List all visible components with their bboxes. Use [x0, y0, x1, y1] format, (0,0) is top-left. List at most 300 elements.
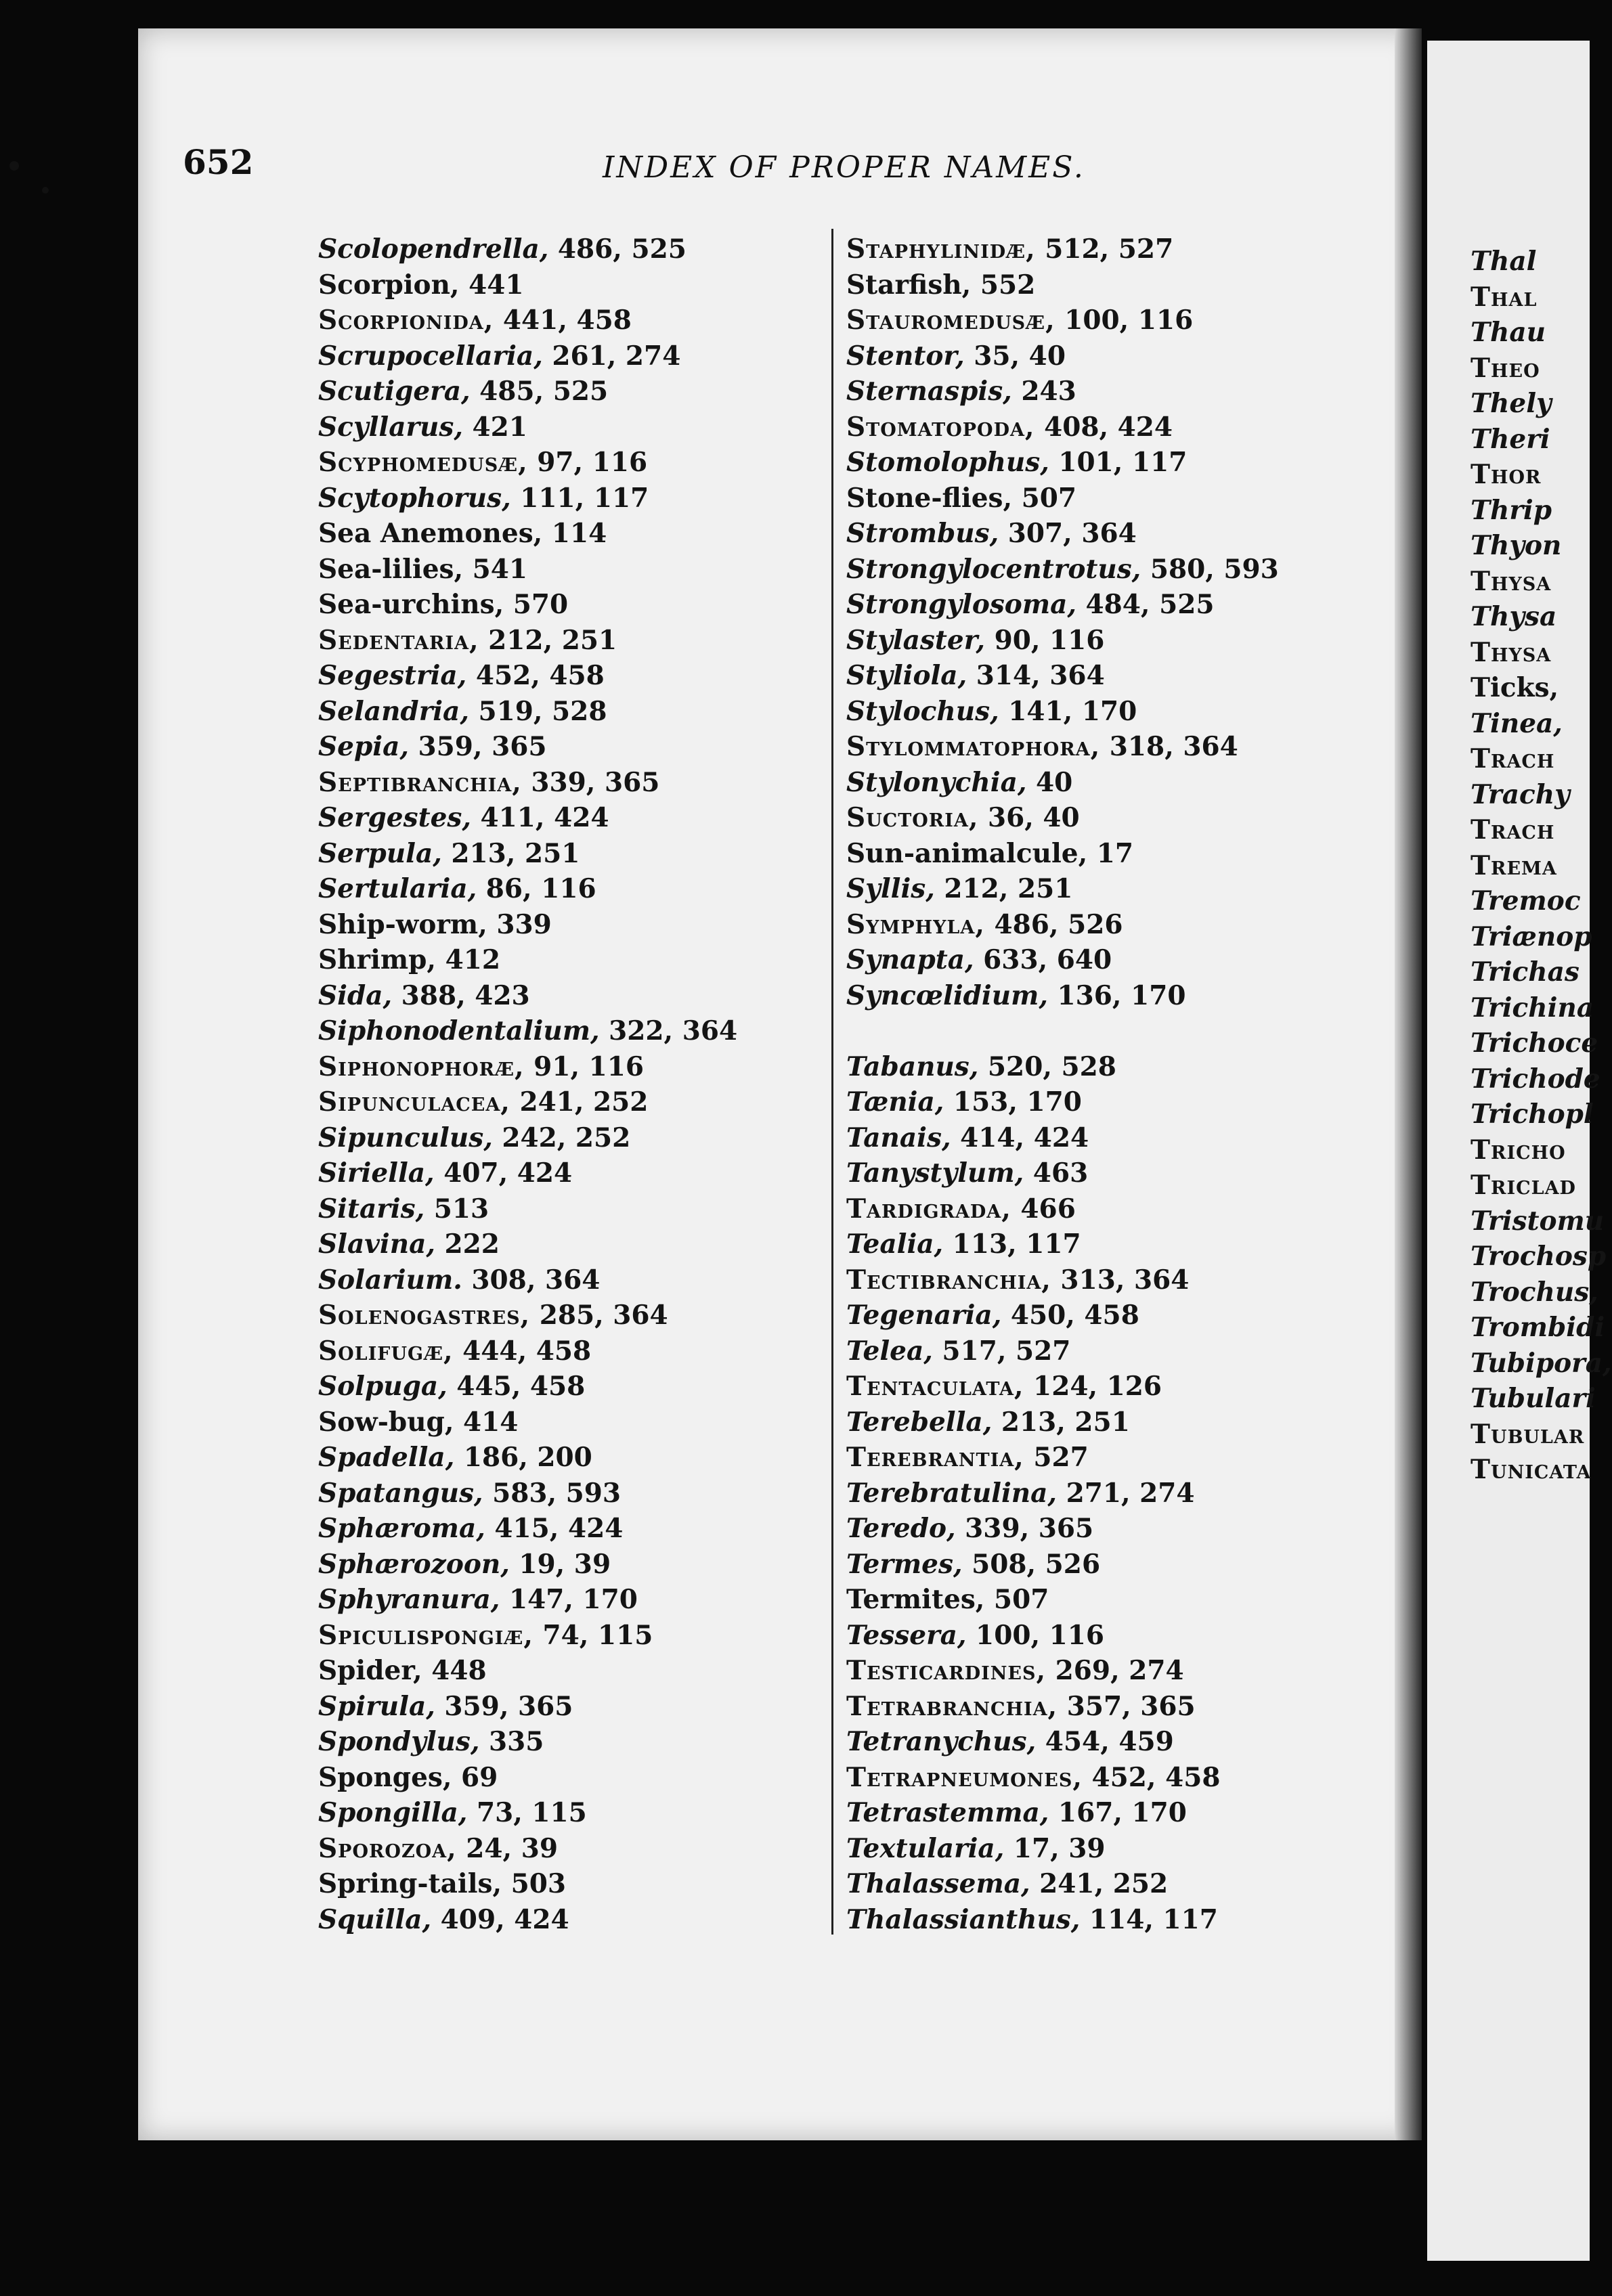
page-references: 421 — [462, 411, 527, 443]
index-entry-fragment — [1471, 422, 1612, 458]
page-references: 111, 117 — [510, 482, 649, 514]
page-references: 486, 526 — [984, 908, 1123, 940]
index-entry — [846, 1547, 1279, 1583]
page-references: 519, 528 — [469, 695, 607, 727]
index-term: Sponges, — [318, 1761, 452, 1793]
page-references: 463 — [1024, 1157, 1089, 1189]
index-entry — [318, 1582, 737, 1618]
page-references: 97, 116 — [527, 447, 648, 478]
page-references: 507 — [984, 1584, 1049, 1615]
index-term: Scorpion, — [318, 269, 460, 301]
index-entry-fragment — [1471, 741, 1612, 777]
index-term: Stomolophus, — [846, 447, 1049, 478]
index-entry — [846, 1866, 1279, 1902]
index-term: Tegenaria, — [846, 1300, 1002, 1331]
index-entry-fragment — [1471, 635, 1612, 671]
index-term: Strongylocentrotus, — [846, 553, 1141, 585]
index-term: Scyphomedusæ, — [318, 447, 528, 478]
index-entry — [318, 729, 737, 765]
page-references: 74, 115 — [533, 1619, 653, 1651]
index-term: Ship-worm, — [318, 908, 487, 940]
page-references: 527 — [1024, 1442, 1089, 1473]
page-references: 212, 251 — [934, 873, 1073, 904]
index-term-fragment: Thysa — [1471, 636, 1552, 668]
index-term: Solarium. — [318, 1264, 462, 1296]
index-term: Strombus, — [846, 518, 999, 549]
index-term: Scorpionida, — [318, 305, 494, 336]
index-entry-fragment — [1471, 1239, 1612, 1275]
index-entry-fragment — [1471, 1025, 1612, 1061]
page-references: 444, 458 — [453, 1335, 592, 1367]
index-term: Stentor, — [846, 340, 965, 372]
index-entry — [318, 1689, 737, 1725]
index-term: Tabanus, — [846, 1051, 979, 1082]
page-references: 339 — [487, 908, 552, 940]
page-references: 570 — [504, 589, 569, 620]
index-term: Tanais, — [846, 1122, 951, 1153]
index-term: Sun-animalcule, — [846, 837, 1088, 869]
index-term: Squilla, — [318, 1903, 432, 1935]
index-term-fragment: Tremoc — [1471, 885, 1581, 917]
page-references: 213, 251 — [992, 1406, 1130, 1438]
page-references: 241, 252 — [510, 1086, 649, 1118]
index-term: Sepia, — [318, 731, 409, 762]
index-entry — [846, 1511, 1279, 1547]
index-entry — [846, 1227, 1279, 1262]
page-references: 17, 39 — [1004, 1832, 1106, 1864]
index-term: Spiculispongiæ, — [318, 1619, 533, 1651]
index-entry — [318, 1084, 737, 1120]
index-term: Sida, — [318, 979, 393, 1011]
page-references: 485, 525 — [470, 376, 609, 407]
index-term-fragment: Triænop — [1471, 921, 1592, 952]
page-references: 308, 364 — [462, 1264, 601, 1296]
index-term: Segestria, — [318, 660, 467, 691]
page-references: 114, 117 — [1080, 1903, 1218, 1935]
index-term-fragment: Tubulari — [1471, 1383, 1596, 1414]
page-references: 408, 424 — [1034, 411, 1173, 443]
index-term-fragment: Tinea, — [1471, 707, 1563, 739]
index-entry-fragment — [1471, 1381, 1612, 1417]
index-entry-fragment — [1471, 351, 1612, 387]
index-entry-fragment — [1471, 493, 1612, 529]
page-references: 318, 364 — [1100, 731, 1238, 762]
index-entry — [846, 1902, 1279, 1938]
index-entry — [846, 871, 1279, 907]
index-term: Tessera, — [846, 1619, 967, 1651]
page-references: 212, 251 — [479, 624, 617, 656]
index-entry — [318, 1866, 737, 1902]
index-entry — [318, 303, 737, 338]
index-entry-fragment — [1471, 599, 1612, 635]
index-entry — [318, 1120, 737, 1156]
index-entry — [846, 942, 1279, 978]
index-term: Sea-urchins, — [318, 589, 504, 620]
index-column-right-fragment — [1471, 244, 1612, 1488]
index-term-fragment: Tunicata — [1471, 1454, 1592, 1485]
page-references: 411, 424 — [471, 802, 609, 833]
page-references: 441, 458 — [494, 305, 632, 336]
page-references: 271, 274 — [1057, 1477, 1195, 1509]
page-references: 466 — [1011, 1193, 1076, 1224]
index-entry — [318, 338, 737, 374]
page-references: 86, 116 — [477, 873, 596, 904]
index-term: Sternaspis, — [846, 376, 1012, 407]
index-term: Tetrabranchia, — [846, 1690, 1058, 1722]
index-entry — [318, 1618, 737, 1654]
index-term: Spondylus, — [318, 1726, 480, 1757]
index-term: Sipunculacea, — [318, 1086, 510, 1118]
page-references: 414 — [454, 1406, 519, 1438]
index-entry — [318, 942, 737, 978]
index-entry — [318, 1724, 737, 1760]
index-term: Termites, — [846, 1584, 985, 1615]
index-entry — [318, 1440, 737, 1476]
running-head: INDEX OF PROPER NAMES. — [603, 150, 1085, 185]
index-term: Sea Anemones, — [318, 518, 543, 549]
index-entry — [318, 1013, 737, 1049]
index-entry — [318, 552, 737, 588]
index-term: Symphyla, — [846, 908, 985, 940]
page-references: 285, 364 — [530, 1300, 668, 1331]
index-term-fragment: Ticks, — [1471, 672, 1559, 703]
index-term-fragment: Tubular — [1471, 1418, 1585, 1450]
page-references: 517, 527 — [932, 1335, 1071, 1367]
column-rule — [831, 229, 833, 1935]
index-entry — [318, 410, 737, 445]
index-term-fragment: Trema — [1471, 849, 1557, 881]
index-term: Terebrantia, — [846, 1442, 1024, 1473]
index-term: Scytophorus, — [318, 482, 511, 514]
index-term: Spring-tails, — [318, 1868, 502, 1899]
page-references: 580, 593 — [1141, 553, 1279, 585]
index-term: Synapta, — [846, 944, 974, 975]
index-entry — [318, 623, 737, 659]
index-entry — [318, 481, 737, 516]
index-entry — [846, 374, 1279, 410]
page-references: 415, 424 — [485, 1513, 624, 1544]
index-term: Sphæroma, — [318, 1513, 485, 1544]
index-entry-fragment — [1471, 244, 1612, 280]
index-entry-fragment — [1471, 954, 1612, 990]
index-entry — [846, 1618, 1279, 1654]
index-term: Scutigera, — [318, 376, 471, 407]
index-entry — [846, 587, 1279, 623]
index-term: Teredo, — [846, 1513, 956, 1544]
index-column-left — [318, 231, 737, 1937]
index-term: Textularia, — [846, 1832, 1005, 1864]
index-term: Termes, — [846, 1548, 963, 1580]
page-references: 222 — [435, 1229, 500, 1260]
index-term: Tectibranchia, — [846, 1264, 1051, 1296]
index-entry — [318, 1405, 737, 1440]
index-entry — [846, 481, 1279, 516]
index-term: Shrimp, — [318, 944, 436, 975]
index-term: Sipunculus, — [318, 1122, 493, 1153]
index-entry — [846, 978, 1279, 1014]
page-references: 243 — [1011, 376, 1076, 407]
index-term: Suctoria, — [846, 802, 979, 833]
scan-speck — [9, 161, 19, 171]
page-references: 19, 39 — [509, 1548, 611, 1580]
index-entry — [318, 694, 737, 730]
index-term: Stylommatophora, — [846, 731, 1101, 762]
index-term: Sedentaria, — [318, 624, 479, 656]
page-references: 541 — [463, 553, 528, 585]
index-entry — [846, 516, 1279, 552]
index-entry-fragment — [1471, 670, 1612, 706]
index-entry — [846, 658, 1279, 694]
page-references: 90, 116 — [985, 624, 1105, 656]
index-entry-fragment — [1471, 848, 1612, 884]
index-term: Terebella, — [846, 1406, 993, 1438]
index-term-fragment: Trombidi — [1471, 1312, 1605, 1343]
index-entry-fragment — [1471, 883, 1612, 919]
index-term-fragment: Trachy — [1471, 778, 1570, 810]
index-entry — [846, 267, 1279, 303]
index-entry-fragment — [1471, 315, 1612, 351]
page-references: 445, 458 — [447, 1371, 586, 1402]
index-entry — [846, 410, 1279, 445]
page-references: 407, 424 — [434, 1157, 573, 1189]
index-term-fragment: Thysa — [1471, 565, 1552, 597]
page-references: 141, 170 — [999, 695, 1137, 727]
index-entry — [846, 836, 1279, 872]
index-term: Sertularia, — [318, 873, 477, 904]
index-term-fragment: Thyon — [1471, 530, 1562, 561]
index-entry — [318, 1227, 737, 1262]
index-term-fragment: Trochosp — [1471, 1241, 1607, 1272]
index-term: Syllis, — [846, 873, 935, 904]
page-references: 409, 424 — [431, 1903, 569, 1935]
index-term: Tetrapneumones, — [846, 1761, 1083, 1793]
index-entry-fragment — [1471, 706, 1612, 742]
index-term-fragment: Triclad — [1471, 1170, 1576, 1201]
index-entry — [318, 871, 737, 907]
page-references: 69 — [452, 1761, 498, 1793]
page-references: 307, 364 — [999, 518, 1137, 549]
page-references: 339, 365 — [521, 766, 660, 798]
index-entry — [846, 1369, 1279, 1405]
page-references: 552 — [971, 269, 1036, 301]
index-term-fragment: Thor — [1471, 459, 1542, 490]
index-term: Stauromedusæ, — [846, 305, 1055, 336]
index-entry — [318, 1333, 737, 1369]
index-term: Staphylinidæ, — [846, 234, 1036, 265]
page-references: 91, 116 — [524, 1051, 645, 1082]
index-entry — [318, 978, 737, 1014]
index-term: Slavina, — [318, 1229, 435, 1260]
index-entry — [846, 1049, 1279, 1085]
index-term: Scyllarus, — [318, 411, 463, 443]
index-term-fragment: Trichoce — [1471, 1028, 1598, 1059]
index-term-fragment: Trach — [1471, 743, 1555, 774]
page-references: 147, 170 — [500, 1584, 638, 1615]
index-entry — [846, 231, 1279, 267]
index-entry — [318, 516, 737, 552]
page-gutter-shadow — [1395, 28, 1422, 2140]
index-entry — [846, 800, 1279, 836]
index-term: Stomatopoda, — [846, 411, 1035, 443]
index-entry-fragment — [1471, 1204, 1612, 1239]
page-references: 241, 252 — [1030, 1868, 1169, 1899]
index-term: Syncœlidium, — [846, 979, 1048, 1011]
page-references: 441 — [459, 269, 524, 301]
index-entry-fragment — [1471, 1168, 1612, 1204]
page-references: 452, 458 — [1082, 1761, 1221, 1793]
page-references: 153, 170 — [944, 1086, 1082, 1118]
page-references: 322, 364 — [599, 1015, 738, 1046]
index-entry — [846, 623, 1279, 659]
index-entry — [846, 907, 1279, 943]
index-entry — [846, 1440, 1279, 1476]
index-entry — [318, 587, 737, 623]
index-term-fragment: Tricho — [1471, 1134, 1566, 1166]
index-entry — [318, 1760, 737, 1796]
index-entry-fragment — [1471, 1275, 1612, 1310]
index-entry — [318, 1795, 737, 1831]
index-gap — [846, 1013, 1279, 1049]
index-term: Sergestes, — [318, 802, 471, 833]
index-entry — [318, 1511, 737, 1547]
index-entry — [318, 1831, 737, 1867]
page-references: 583, 593 — [483, 1477, 622, 1509]
index-entry — [318, 1191, 737, 1227]
index-entry — [318, 1653, 737, 1689]
index-term-fragment: Trichas — [1471, 956, 1580, 988]
index-entry — [318, 1476, 737, 1511]
index-entry-fragment — [1471, 1061, 1612, 1097]
page-references: 17 — [1087, 837, 1134, 869]
index-term: Terebratulina, — [846, 1477, 1058, 1509]
page-references: 452, 458 — [466, 660, 605, 691]
index-term: Selandria, — [318, 695, 469, 727]
index-term-fragment: Theo — [1471, 352, 1540, 384]
page-references: 335 — [479, 1726, 544, 1757]
index-entry-fragment — [1471, 777, 1612, 813]
index-entry — [846, 1191, 1279, 1227]
index-entry — [846, 552, 1279, 588]
index-entry — [318, 1049, 737, 1085]
page-references: 520, 528 — [978, 1051, 1116, 1082]
index-term: Spider, — [318, 1655, 422, 1686]
page-references: 508, 526 — [962, 1548, 1101, 1580]
index-term: Telea, — [846, 1335, 933, 1367]
index-entry-fragment — [1471, 1097, 1612, 1132]
index-term-fragment: Trichina — [1471, 992, 1594, 1023]
index-term: Scrupocellaria, — [318, 340, 543, 372]
page-references: 503 — [502, 1868, 567, 1899]
page-references: 448 — [422, 1655, 487, 1686]
index-term: Starfish, — [846, 269, 972, 301]
index-term: Tænia, — [846, 1086, 944, 1118]
index-entry — [846, 1298, 1279, 1333]
page-number: 652 — [183, 142, 254, 182]
page-references: 73, 115 — [467, 1797, 587, 1828]
index-term-fragment: Thysa — [1471, 601, 1557, 632]
page-references: 36, 40 — [978, 802, 1080, 833]
index-entry — [846, 694, 1279, 730]
page-references: 633, 640 — [974, 944, 1112, 975]
index-term: Stone-flies, — [846, 482, 1013, 514]
page-references: 484, 525 — [1076, 589, 1215, 620]
page-references: 124, 126 — [1024, 1371, 1162, 1402]
index-term-fragment: Tubipora, — [1471, 1347, 1612, 1379]
index-entry — [318, 1155, 737, 1191]
index-entry-fragment — [1471, 919, 1612, 955]
index-entry — [846, 1582, 1279, 1618]
index-entry-fragment — [1471, 1310, 1612, 1346]
index-term: Sphærozoon, — [318, 1548, 510, 1580]
index-entry-fragment — [1471, 1346, 1612, 1382]
index-entry — [846, 729, 1279, 765]
index-term-fragment: Thrip — [1471, 494, 1552, 526]
index-term: Tentaculata, — [846, 1371, 1024, 1402]
index-entry — [318, 1262, 737, 1298]
index-term: Spadella, — [318, 1442, 455, 1473]
index-term-fragment: Tristomu — [1471, 1205, 1605, 1237]
index-term: Siriella, — [318, 1157, 435, 1189]
page-references: 450, 458 — [1001, 1300, 1139, 1331]
index-entry — [318, 1369, 737, 1405]
index-term: Testicardines, — [846, 1655, 1047, 1686]
index-entry — [846, 1689, 1279, 1725]
index-entry — [846, 1405, 1279, 1440]
index-term: Stylonychia, — [846, 766, 1027, 798]
index-term: Sea-lilies, — [318, 553, 464, 585]
index-entry — [846, 1262, 1279, 1298]
index-entry — [846, 1476, 1279, 1511]
index-term: Sporozoa, — [318, 1832, 457, 1864]
page-references: 513 — [424, 1193, 489, 1224]
index-entry-fragment — [1471, 990, 1612, 1026]
index-term: Solpuga, — [318, 1371, 448, 1402]
index-entry — [318, 1547, 737, 1583]
index-term: Septibranchia, — [318, 766, 522, 798]
index-term-fragment: Thau — [1471, 317, 1546, 348]
page-references: 414, 424 — [951, 1122, 1089, 1153]
index-entry — [846, 1831, 1279, 1867]
index-entry-fragment — [1471, 528, 1612, 564]
index-entry-fragment — [1471, 564, 1612, 600]
index-term: Thalassema, — [846, 1868, 1030, 1899]
index-term: Tardigrada, — [846, 1193, 1011, 1224]
index-term-fragment: Theri — [1471, 423, 1550, 455]
page-references: 339, 365 — [955, 1513, 1094, 1544]
index-term-fragment: Thal — [1471, 246, 1537, 277]
page-references: 359, 365 — [435, 1690, 573, 1722]
index-entry — [318, 445, 737, 481]
page-references: 269, 274 — [1046, 1655, 1184, 1686]
page-references: 100, 116 — [1055, 305, 1194, 336]
index-entry-fragment — [1471, 812, 1612, 848]
index-term: Serpula, — [318, 837, 442, 869]
index-term-fragment: Trichopl — [1471, 1099, 1594, 1130]
index-term: Sow-bug, — [318, 1406, 454, 1438]
index-term: Tetranychus, — [846, 1726, 1037, 1757]
index-entry-fragment — [1471, 1452, 1612, 1488]
page-references: 242, 252 — [492, 1122, 631, 1153]
page-references: 100, 116 — [966, 1619, 1105, 1651]
index-entry — [318, 1902, 737, 1938]
page-references: 388, 423 — [392, 979, 530, 1011]
page-references: 35, 40 — [964, 340, 1066, 372]
index-term: Stylochus, — [846, 695, 999, 727]
page-references: 412 — [436, 944, 500, 975]
index-entry-fragment — [1471, 457, 1612, 493]
index-term-fragment: Thal — [1471, 281, 1538, 313]
page-references: 213, 251 — [441, 837, 580, 869]
